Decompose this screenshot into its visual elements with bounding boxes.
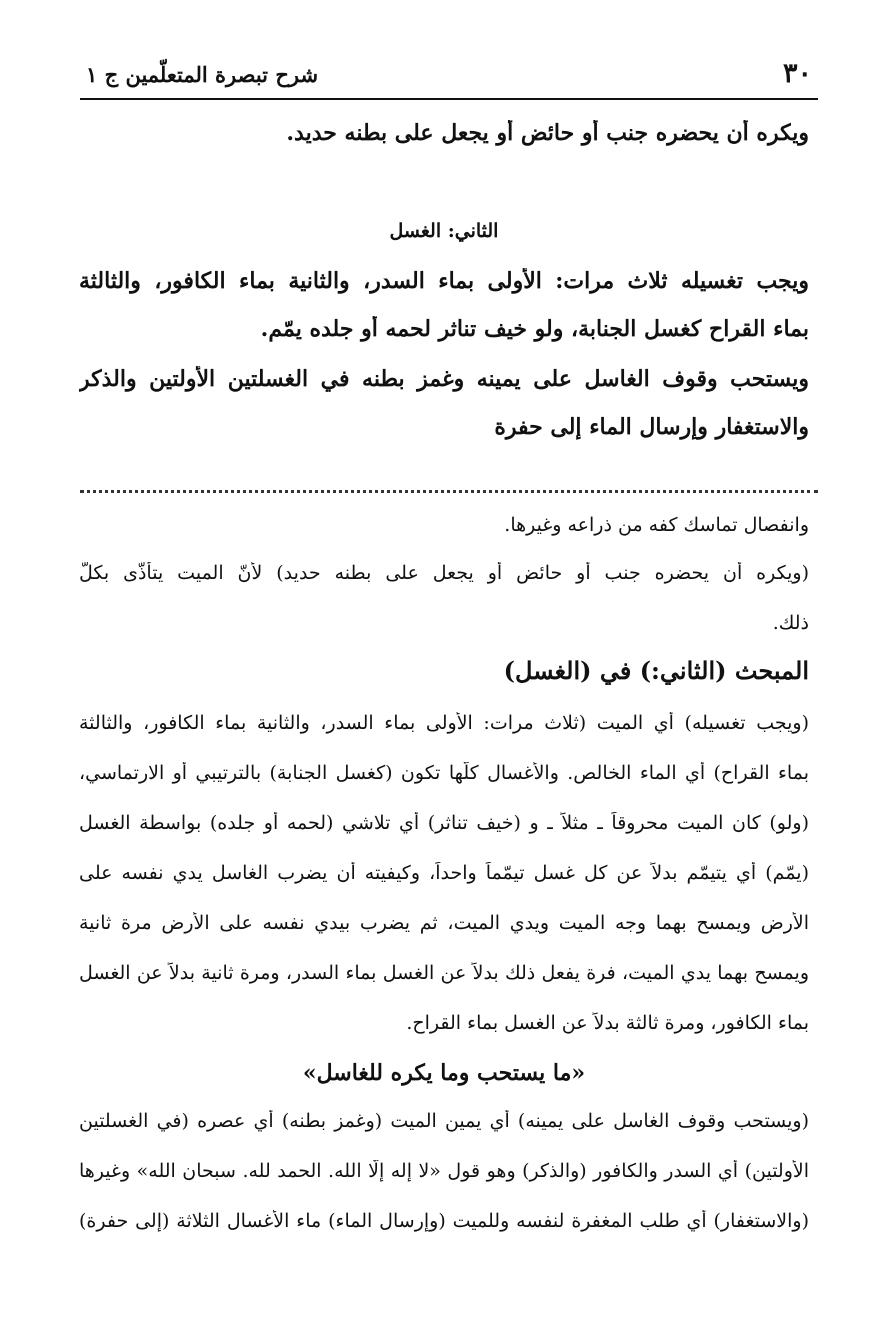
running-title: شرح تبصرة المتعلّمين ج ١ xyxy=(86,62,319,87)
commentary-line: الأولتين) أي السدر والكافور (والذكر) وهو قول «لا إله إلّا الله. الحمد لله. سبحان الله» وغيرها xyxy=(79,1160,809,1182)
commentary-line: (يمّم) أي يتيمّم بدلاً عن كل غسل تيمّماً واحداً، وكيفيته أن يضرب الغاسل يدي نفسه على xyxy=(79,862,809,884)
matn-line: ويجب تغسيله ثلاث مرات: الأولى بماء السدر، والثانية بماء الكافور، والثالثة xyxy=(79,268,809,294)
dotted-separator xyxy=(80,480,818,493)
matn-line: بماء القراح كغسل الجنابة، ولو خيف تناثر لحمه أو جلده يمّم. xyxy=(260,316,809,342)
commentary-line: الأرض ويمسح بهما وجه الميت ويدي الميت، ثم يضرب بيدي نفسه على الأرض مرة ثانية xyxy=(79,912,809,934)
commentary-line: (ويستحب وقوف الغاسل على يمينه) أي يمين الميت (وغمز بطنه) أي عصره (في الغسلتين xyxy=(79,1110,809,1132)
matn-line: ويكره أن يحضره جنب أو حائض أو يجعل على بطنه حديد. xyxy=(286,120,809,146)
subsection-title: «ما يستحب وما يكره للغاسل» xyxy=(302,1060,586,1086)
commentary-line: بماء الكافور، ومرة ثالثة بدلاً عن الغسل بماء القراح. xyxy=(406,1012,809,1034)
commentary-line: (ويجب تغسيله) أي الميت (ثلاث مرات: الأولى بماء السدر، والثانية بماء الكافور، والثالثة xyxy=(79,712,809,734)
commentary-line: وانفصال تماسك كفه من ذراعه وغيرها. xyxy=(504,514,809,536)
commentary-line: (ولو) كان الميت محروقاً ـ مثلاً ـ و (خيف تناثر) أي تلاشي (لحمه أو جلده) بواسطة الغسل xyxy=(79,812,809,834)
matn-line: ويستحب وقوف الغاسل على يمينه وغمز بطنه في الغسلتين الأولتين والذكر xyxy=(79,366,809,392)
page-header xyxy=(80,52,818,100)
matn-line: والاستغفار وإرسال الماء إلى حفرة xyxy=(494,414,809,440)
commentary-line: (ويكره أن يحضره جنب أو حائض أو يجعل على بطنه حديد) لأنّ الميت يتأذّى بكلّ xyxy=(79,562,809,584)
commentary-line: (والاستغفار) أي طلب المغفرة لنفسه وللميت (وإرسال الماء) ماء الأغسال الثلاثة (إلى حفرة) xyxy=(79,1210,809,1232)
matn-heading: الثاني: الغسل xyxy=(389,220,499,242)
commentary-line: ويمسح بهما يدي الميت، فرة يفعل ذلك بدلاً عن الغسل بماء السدر، ومرة ثانية بدلاً عن الغسل xyxy=(79,962,809,984)
page-number: ٣٠ xyxy=(782,58,812,89)
section-title: المبحث (الثاني:) في (الغسل) xyxy=(503,656,809,685)
commentary-line: ذلك. xyxy=(772,612,809,634)
commentary-line: بماء القراح) أي الماء الخالص. والأغسال كلّها تكون (كغسل الجنابة) بالترتيبي أو الارتماسي، xyxy=(79,762,809,784)
